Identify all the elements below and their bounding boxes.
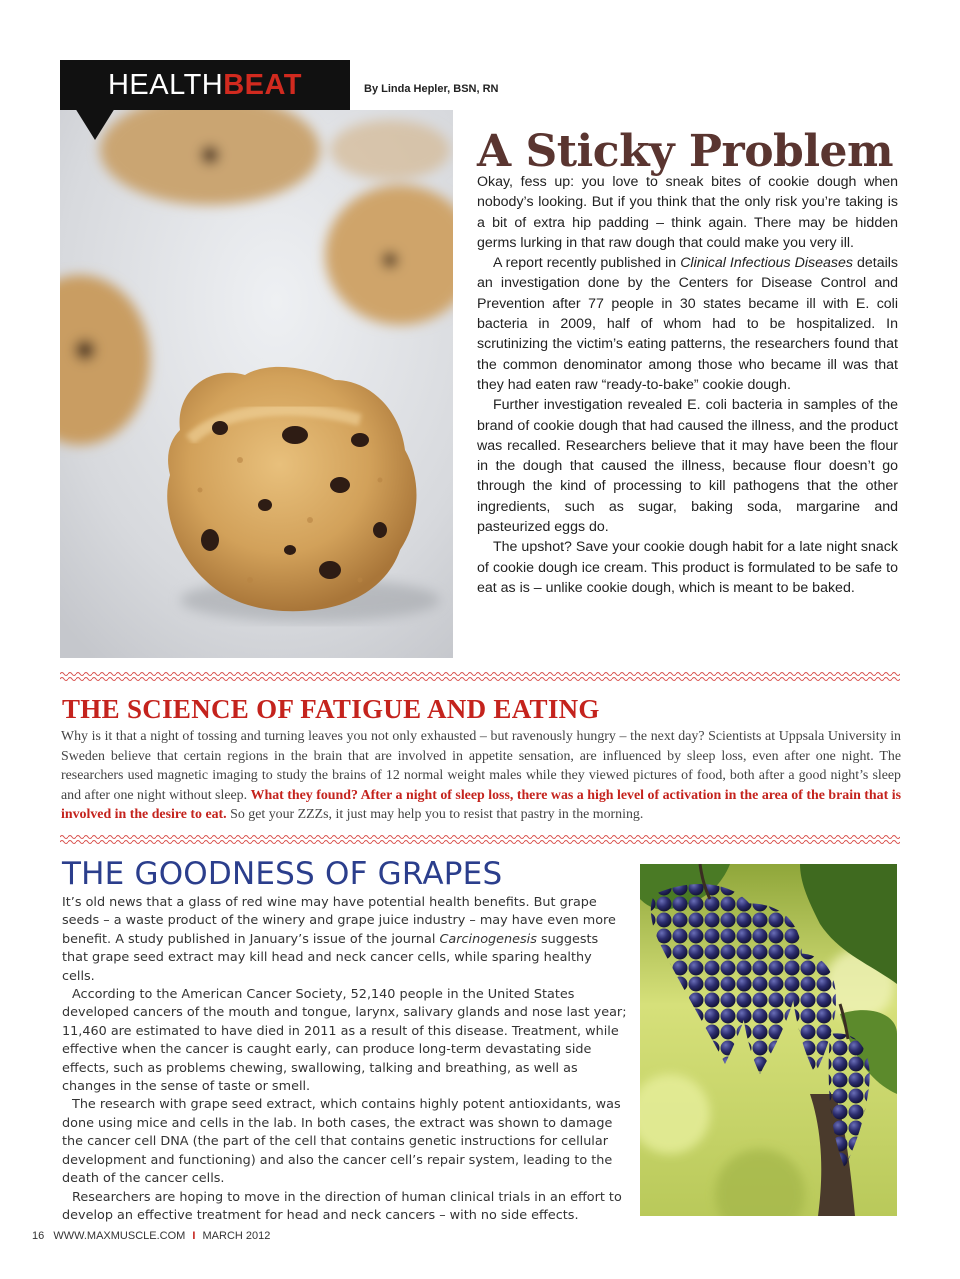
paragraph — [62, 894, 628, 986]
paragraph-text: suggests that grape seed extract may kill head and neck cancer cells, while sparing healthy cells. — [62, 931, 599, 984]
body-text: Why is it that a night of tossing and turning leaves you not only exhausted – but ravenously hungry – the next day? Scientists at Uppsala University in Sweden believe that certain regions in the brain that are involved in appetite sensation, are influenced by sleep loss, even after one night. The researchers used magnetic imaging to study the brains of 12 normal weight males while they viewed pictures of food, both after a good night’s sleep and after one night without sleep. — [61, 729, 901, 803]
section-name-bold: BEAT — [223, 68, 303, 101]
cookie-dough-photo — [60, 110, 453, 658]
website: WWW.MAXMUSCLE.COM — [53, 1230, 186, 1242]
paragraph: Okay, fess up: you love to sneak bites of cookie dough when nobody’s looking. But if you think that the only risk you’re taking is a bit of extra hip padding – think again. There may be hidden germs lurking in that raw dough that could make you very ill. — [477, 174, 898, 251]
footer-separator: I — [192, 1230, 196, 1242]
section-name-light: HEALTH — [107, 68, 224, 101]
page-footer — [32, 1230, 270, 1242]
section-banner — [60, 60, 350, 110]
section-body — [61, 727, 901, 825]
section-title: THE GOODNESS OF GRAPES — [62, 856, 503, 892]
issue-date: MARCH 2012 — [202, 1230, 271, 1242]
article-title: A Sticky Problem — [477, 126, 894, 177]
highlighted-text: What they found? After a night of sleep loss, there was a high level of activation in the area of the brain that is involved in the desire to eat. — [61, 787, 901, 823]
wavy-divider — [60, 834, 900, 846]
journal-name: Clinical Infectious Diseases — [680, 255, 853, 272]
grapes-photo — [640, 864, 897, 1216]
section-title: THE SCIENCE OF FATIGUE AND EATING — [62, 694, 600, 724]
article-body — [477, 172, 898, 598]
byline: By Linda Hepler, BSN, RN — [364, 83, 499, 95]
wavy-divider — [60, 671, 900, 683]
paragraph — [477, 253, 898, 395]
paragraph-text: details an investigation done by the Centers for Disease Control and Prevention after 77 people in 30 states became ill with E. coli bacteria in 2009, half of whom had to be hospitalized. In scrutinizing the victim’s eating patterns, the researchers found that the common denominator among those who became ill was that they had eaten raw “ready-to-bake” cookie dough. — [477, 255, 898, 393]
paragraph: The research with grape seed extract, which contains highly potent antioxidants, was done using mice and cells in the lab. In both cases, the extract was shown to damage the cancer cell DNA (the part of the cell that contains genetic instructions for cellular development and functioning) and also the cancer cell’s repair system, leading to the death of the cancer cells. — [62, 1097, 621, 1187]
paragraph: Further investigation revealed E. coli bacteria in samples of the brand of cookie dough that had caused the illness, and the product was recalled. Researchers believe that it may have been the flour in the dough that caused the illness, because flour doesn’t go through the kind of processing to kill pathogens that the other ingredients, such as sugar, baking soda, margarine and pasteurized eggs do. — [477, 397, 898, 536]
paragraph-text: It’s old news that a glass of red wine may have potential health benefits. But grape seeds – a waste product of the winery and grape juice industry – may have even more benefit. A study published in January’s issue of the journal — [62, 895, 616, 947]
page-number: 16 — [32, 1230, 45, 1242]
banner-notch — [75, 108, 115, 140]
section-body — [62, 894, 628, 1225]
journal-name: Carcinogenesis — [439, 931, 537, 947]
paragraph: According to the American Cancer Society, 52,140 people in the United States developed cancers of the mouth and tongue, larynx, salivary glands and nose last year; 11,460 are estimated to have died in 2011 as a result of this disease. Treatment, while effective when the cancer is caught early, can produce long-term devastating side effects, such as problems chewing, swallowing, talking and breathing, as well as changes in the sense of taste or smell. — [62, 987, 627, 1095]
paragraph: The upshot? Save your cookie dough habit for a late night snack of cookie dough ice cream. This product is formulated to be safe to eat as is – unlike cookie dough, which is meant to be baked. — [477, 539, 898, 596]
paragraph-text: A report recently published in — [493, 255, 681, 272]
body-text: So get your ZZZs, it just may help you to resist that pastry in the morning. — [226, 807, 644, 823]
paragraph: Researchers are hoping to move in the direction of human clinical trials in an effort to develop an effective treatment for head and neck cancers – with no side effects. — [62, 1189, 622, 1223]
